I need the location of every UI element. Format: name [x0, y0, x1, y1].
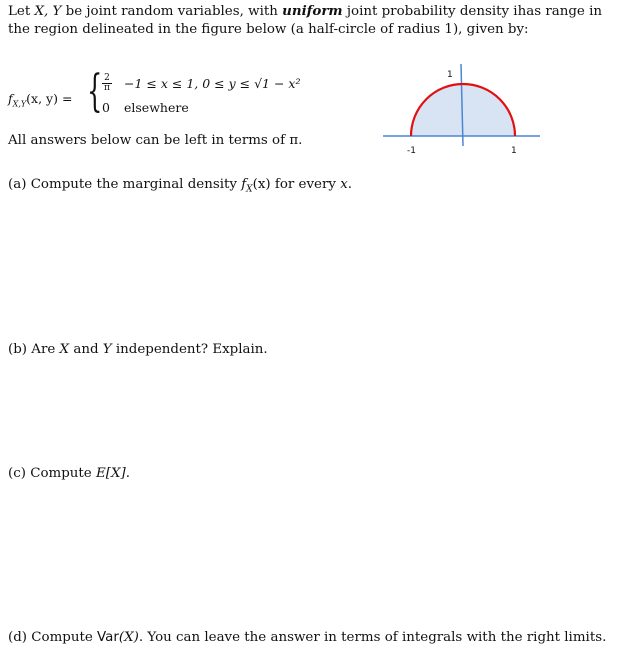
- question-a: (a) Compute the marginal density $f_X(x)$ for every x.: [8, 177, 353, 195]
- density-lhs: $f_{X,Y}(x$, y) =: [8, 91, 73, 109]
- uniform-emph: uniform: [282, 3, 343, 19]
- intro-paragraph: Let X, Y be joint random variables, with uniform joint probability density ihas range in the region delineated in the figure below (a half-circle of radius 1), given by:: [8, 3, 602, 37]
- case1-fraction: 2 π: [102, 74, 112, 93]
- label-left: -1: [407, 146, 416, 156]
- case1-condition: −1 ≤ x ≤ 1, 0 ≤ y ≤ √1 − x²: [124, 76, 301, 91]
- question-d: (d) Compute Var(X). You can leave the answer in terms of integrals with the right limits.: [8, 630, 607, 645]
- case2-condition: elsewhere: [124, 100, 189, 115]
- var-xy: X, Y: [34, 4, 62, 19]
- cases-brace: {: [87, 66, 103, 117]
- answer-note: All answers below can be left in terms of π.: [8, 133, 303, 148]
- question-c: (c) Compute E[X].: [8, 466, 130, 481]
- label-right: 1: [511, 146, 517, 156]
- half-circle-figure: [380, 60, 545, 160]
- question-b: (b) Are X and Y independent? Explain.: [8, 342, 268, 357]
- case2-value: 0: [102, 100, 110, 115]
- label-top: 1: [447, 70, 453, 80]
